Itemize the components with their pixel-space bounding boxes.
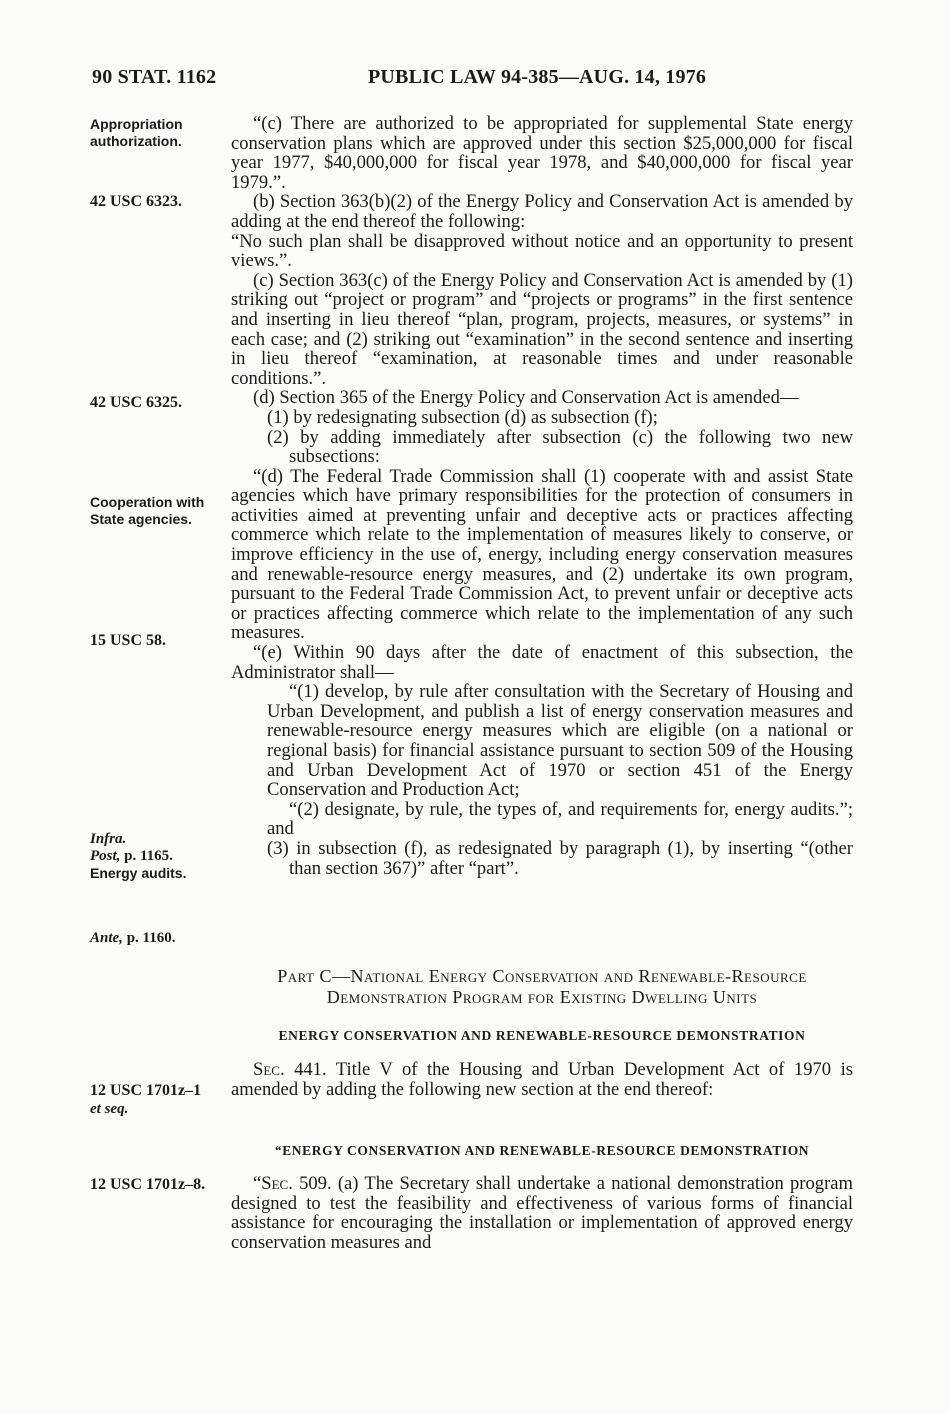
- body-text-sec-509: [231, 1174, 853, 1252]
- paragraph-d-section-365: (d) Section 365 of the Energy Policy and Conservation Act is amended—: [253, 387, 799, 409]
- section-subheading-1: ENERGY CONSERVATION AND RENEWABLE-RESOURCE DEMONSTRATION: [278, 1028, 806, 1043]
- sec-509-body: (a) The Secretary shall undertake a national demonstration program designed to test the feasibility and effectiveness of various forms of financial assistance for encouraging the installation or implementation of approved energy conservation measures and: [231, 1173, 853, 1253]
- margin-note-usc-6325: 42 USC 6325.: [90, 394, 183, 411]
- paragraph-c-section-363: (c) Section 363(c) of the Energy Policy and Conservation Act is amended by (1) striking out “project or program” and “projects or programs” in the first sentence and inserting in lieu thereof “plan, program, projects, measures, or systems” in each case; and (2) striking out “examination” in the second sentence and inserting in lieu thereof “examination, at reasonable times and under reasonable conditions.”.: [231, 269, 853, 389]
- paragraph-c-appropriation: “(c) There are authorized to be appropriated for supplemental State energy conservation plans which are approved under this section $25,000,000 for fiscal year 1977, $40,000,000 for fiscal year 1978, and $40,000,000 for fiscal year 1979.”.: [231, 113, 853, 193]
- sec-509-label: “Sec. 509.: [253, 1173, 332, 1194]
- part-c-heading: Part C—National Energy Conservation and Renewable-Resource Demonstration Program for Existing Dwelling Units: [277, 966, 807, 1007]
- paragraph-d1: (1) by redesignating subsection (d) as subsection (f);: [267, 406, 658, 428]
- paragraph-e2: “(2) designate, by rule, the types of, and requirements for, energy audits.”; and: [267, 798, 853, 840]
- paragraph-dd-ftc: “(d) The Federal Trade Commission shall (1) cooperate with and assist State agencies which have primary responsibilities for the protection of consumers in activities aimed at preventing unfair and deceptive acts or practices affecting commerce which relate to the implementation of measures likely to conserve, or improve efficiency in the use of, energy, including energy conservation measures and renewable-resource energy measures, and (2) undertake its own program, pursuant to the Federal Trade Commission Act, to prevent unfair or deceptive acts or practices affecting commerce which relate to the implementation of any such measures.: [231, 465, 853, 644]
- paragraph-no-such-plan: “No such plan shall be disapproved without notice and an opportunity to present views.”.: [231, 230, 853, 272]
- margin-note-cooperation: Cooperation with State agencies.: [90, 494, 205, 527]
- body-text-block-1: [231, 114, 853, 878]
- paragraph-e1: “(1) develop, by rule after consultation with the Secretary of Housing and Urban Development, and publish a list of energy conservation measures and renewable-resource energy measures which are eligible (on a national or regional basis) for financial assistance pursuant to section 509 of the Housing and Urban Development Act of 1970 or section 451 of the Energy Conservation and Production Act;: [267, 681, 853, 801]
- margin-note-ante: Ante, p. 1160.: [90, 930, 176, 946]
- paragraph-e: “(e) Within 90 days after the date of enactment of this subsection, the Administrator shall—: [231, 642, 853, 683]
- body-text-sec-441: [231, 1060, 853, 1099]
- margin-note-usc-6323: 42 USC 6323.: [90, 193, 183, 210]
- sec-441-label: Sec. 441.: [253, 1059, 327, 1080]
- margin-note-usc-1701z1: 12 USC 1701z–1 et seq.: [90, 1082, 202, 1117]
- margin-note-infra: Infra. Post, p. 1165. Energy audits.: [90, 831, 187, 881]
- paragraph-d3: (3) in subsection (f), as redesignated by paragraph (1), by inserting “(other than section 367)” after “part”.: [267, 837, 853, 879]
- margin-note-usc-1701z8: 12 USC 1701z–8.: [90, 1176, 206, 1193]
- page-stat-number: 90 STAT. 1162: [92, 66, 217, 88]
- margin-note-usc-58: 15 USC 58.: [90, 632, 167, 649]
- section-subheading-2: “ENERGY CONSERVATION AND RENEWABLE-RESOURCE DEMONSTRATION: [274, 1143, 810, 1158]
- page-running-title: PUBLIC LAW 94-385—AUG. 14, 1976: [368, 66, 707, 88]
- paragraph-d2: (2) by adding immediately after subsection (c) the following two new subsections:: [267, 426, 853, 468]
- paragraph-b: (b) Section 363(b)(2) of the Energy Policy and Conservation Act is amended by adding at the end thereof the following:: [231, 191, 853, 232]
- margin-note-appropriation: Appropriation authorization.: [90, 116, 183, 149]
- sec-441-body: Title V of the Housing and Urban Development Act of 1970 is amended by adding the following new section at the end thereof:: [231, 1059, 853, 1100]
